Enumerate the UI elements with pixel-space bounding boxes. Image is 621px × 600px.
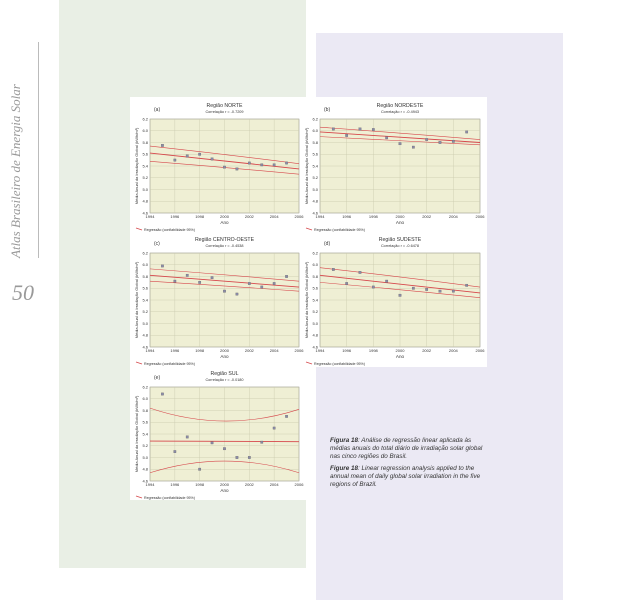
- x-tick-label: 2004: [269, 214, 279, 219]
- x-tick-label: 2004: [448, 348, 458, 353]
- y-tick-label: 5.8: [142, 407, 148, 413]
- y-tick-label: 6.0: [142, 262, 148, 268]
- data-point: [186, 155, 188, 157]
- y-tick-label: 5.2: [142, 443, 148, 449]
- y-tick-label: 4.8: [142, 198, 148, 204]
- legend-label: Regressão (confiabilidade 95%): [314, 228, 365, 232]
- x-tick-label: 2000: [220, 482, 229, 487]
- data-point: [285, 162, 287, 164]
- y-tick-label: 6.2: [312, 250, 318, 256]
- legend-label: Regressão (confiabilidade 95%): [314, 362, 365, 366]
- x-tick-label: 1994: [145, 348, 155, 353]
- y-tick-label: 4.6: [142, 210, 148, 216]
- data-point: [273, 427, 275, 429]
- x-tick-label: 1996: [170, 348, 180, 353]
- data-point: [174, 280, 176, 282]
- panel-label: (c): [154, 241, 160, 247]
- data-point: [452, 290, 454, 292]
- y-tick-label: 5.8: [312, 273, 318, 279]
- chart-subtitle: Correlação r = -0.4538: [205, 244, 244, 248]
- x-tick-label: 1994: [145, 482, 155, 487]
- x-tick-label: 2002: [244, 482, 254, 487]
- data-point: [385, 137, 387, 139]
- data-point: [261, 441, 263, 443]
- y-tick-label: 4.6: [312, 344, 318, 350]
- data-point: [359, 128, 361, 130]
- caption-en-label: Figure 18: [330, 465, 358, 473]
- x-tick-label: 1998: [195, 482, 205, 487]
- x-tick-label: 2006: [475, 214, 485, 219]
- y-tick-label: 4.6: [142, 478, 148, 484]
- y-tick-label: 5.0: [312, 186, 318, 192]
- data-point: [223, 447, 225, 449]
- data-point: [412, 146, 414, 148]
- y-axis-label: Média Anual da Irradiação Global (kWh/m²): [304, 127, 309, 205]
- y-tick-label: 5.4: [142, 297, 148, 303]
- data-point: [465, 131, 467, 133]
- data-point: [273, 164, 275, 166]
- x-tick-label: 1996: [170, 214, 180, 219]
- data-point: [399, 294, 401, 296]
- y-tick-label: 5.8: [312, 139, 318, 145]
- data-point: [285, 275, 287, 277]
- data-point: [174, 450, 176, 452]
- data-point: [211, 442, 213, 444]
- caption-pt-label: Figura 18: [330, 437, 358, 444]
- data-point: [161, 144, 163, 146]
- data-point: [372, 286, 374, 288]
- chart-subtitle: Correlação r = -0.0180: [205, 378, 244, 382]
- y-axis-label: Média Anual da Irradiação Global (kWh/m²): [134, 395, 139, 473]
- data-point: [236, 293, 238, 295]
- y-tick-label: 4.6: [142, 344, 148, 350]
- chart-title: Região SUDESTE: [378, 237, 422, 243]
- data-point: [161, 393, 163, 395]
- y-tick-label: 5.0: [142, 454, 148, 460]
- x-tick-label: 1996: [342, 348, 352, 353]
- data-point: [211, 276, 213, 278]
- x-tick-label: 2002: [244, 348, 254, 353]
- data-point: [248, 456, 250, 458]
- y-tick-label: 5.6: [312, 151, 318, 157]
- x-tick-label: 2006: [294, 482, 304, 487]
- data-point: [425, 138, 427, 140]
- data-point: [359, 271, 361, 273]
- y-tick-label: 5.4: [312, 163, 318, 169]
- y-tick-label: 5.0: [142, 186, 148, 192]
- x-tick-label: 2006: [475, 348, 485, 353]
- data-point: [372, 128, 374, 130]
- chart-title: Região SUL: [210, 371, 239, 377]
- y-tick-label: 6.2: [312, 116, 318, 122]
- chart-title: Região NORDESTE: [376, 103, 424, 109]
- x-axis-label: Ano: [220, 220, 229, 225]
- data-point: [332, 128, 334, 130]
- data-point: [223, 290, 225, 292]
- data-point: [248, 162, 250, 164]
- y-tick-label: 4.8: [142, 332, 148, 338]
- data-point: [223, 166, 225, 168]
- y-tick-label: 4.8: [312, 332, 318, 338]
- legend-swatch: [136, 362, 142, 364]
- panel-label: (b): [324, 107, 331, 113]
- data-point: [273, 282, 275, 284]
- data-point: [399, 142, 401, 144]
- chart-subtitle: Correlação r = -0.6478: [380, 244, 420, 248]
- data-point: [198, 468, 200, 470]
- data-point: [186, 436, 188, 438]
- y-tick-label: 5.8: [142, 273, 148, 279]
- x-tick-label: 2006: [294, 348, 304, 353]
- data-point: [198, 281, 200, 283]
- caption-en-text: : Linear regression analysis applied to the annual mean of daily global solar irradiation in the five regions of Brazil.: [330, 465, 481, 488]
- caption-pt-text: : Análise de regressão linear aplicada às médias anuais do total diário de irradiação solar global nas cinco regiões do Brasil.: [330, 437, 483, 460]
- x-tick-label: 2002: [422, 214, 432, 219]
- x-axis-label: Ano: [220, 354, 229, 359]
- data-point: [345, 134, 347, 136]
- x-tick-label: 1998: [195, 348, 205, 353]
- y-tick-label: 6.0: [142, 396, 148, 402]
- chart-title: Região CENTRO-OESTE: [194, 237, 255, 243]
- page-number: 50: [12, 280, 34, 305]
- y-tick-label: 6.2: [142, 250, 148, 256]
- data-point: [236, 456, 238, 458]
- x-tick-label: 2000: [220, 214, 229, 219]
- x-tick-label: 2004: [269, 348, 279, 353]
- data-point: [285, 415, 287, 417]
- x-tick-label: 2000: [395, 214, 405, 219]
- data-point: [332, 268, 334, 270]
- y-tick-label: 5.6: [312, 285, 318, 291]
- data-point: [439, 290, 441, 292]
- chart-subtitle: Correlação r = -0.4943: [380, 110, 420, 114]
- legend-label: Regressão (confiabilidade 95%): [144, 228, 195, 232]
- x-axis-label: Ano: [220, 488, 229, 493]
- legend-swatch: [306, 228, 312, 230]
- data-point: [425, 288, 427, 290]
- data-point: [186, 274, 188, 276]
- panel-label: (a): [154, 107, 161, 113]
- data-point: [174, 159, 176, 161]
- legend-label: Regressão (confiabilidade 95%): [144, 362, 195, 366]
- y-tick-label: 5.8: [142, 139, 148, 145]
- x-tick-label: 2004: [448, 214, 458, 219]
- x-tick-label: 1994: [315, 214, 325, 219]
- y-tick-label: 6.0: [312, 128, 318, 134]
- y-tick-label: 5.2: [142, 309, 148, 315]
- x-tick-label: 2002: [244, 214, 254, 219]
- y-tick-label: 5.0: [142, 320, 148, 326]
- x-tick-label: 2002: [422, 348, 432, 353]
- x-tick-label: 1994: [145, 214, 155, 219]
- legend-swatch: [306, 362, 312, 364]
- y-tick-label: 4.8: [142, 466, 148, 472]
- data-point: [198, 153, 200, 155]
- y-tick-label: 5.6: [142, 419, 148, 425]
- data-point: [211, 158, 213, 160]
- x-tick-label: 1998: [368, 348, 378, 353]
- y-tick-label: 5.4: [142, 163, 148, 169]
- y-tick-label: 5.0: [312, 320, 318, 326]
- data-point: [261, 286, 263, 288]
- y-tick-label: 5.6: [142, 285, 148, 291]
- data-point: [385, 280, 387, 282]
- x-tick-label: 1994: [315, 348, 325, 353]
- x-tick-label: 1996: [342, 214, 352, 219]
- y-axis-label: Média Anual da Irradiação Global (kWh/m²): [134, 127, 139, 205]
- y-tick-label: 4.8: [312, 198, 318, 204]
- y-tick-label: 5.4: [142, 431, 148, 437]
- panel-label: (e): [154, 375, 161, 381]
- y-tick-label: 6.2: [142, 384, 148, 390]
- y-tick-label: 5.2: [312, 309, 318, 315]
- x-tick-label: 1998: [368, 214, 378, 219]
- chart-title: Região NORTE: [206, 103, 243, 109]
- data-point: [261, 164, 263, 166]
- regression-line: [150, 441, 299, 442]
- figure-caption: [330, 437, 490, 494]
- y-tick-label: 5.4: [312, 297, 318, 303]
- data-point: [345, 282, 347, 284]
- x-tick-label: 2000: [220, 348, 229, 353]
- data-point: [465, 284, 467, 286]
- y-axis-label: Média Anual da Irradiação Global (kWh/m²): [304, 261, 309, 339]
- x-tick-label: 2004: [269, 482, 279, 487]
- x-tick-label: 2000: [395, 348, 405, 353]
- caption-pt: [330, 437, 490, 460]
- data-point: [236, 168, 238, 170]
- panel-label: (d): [324, 241, 331, 247]
- x-axis-label: Ano: [395, 220, 405, 225]
- legend-swatch: [136, 228, 142, 230]
- data-point: [452, 140, 454, 142]
- data-point: [161, 265, 163, 267]
- caption-en: [330, 465, 490, 488]
- y-tick-label: 6.0: [312, 262, 318, 268]
- x-tick-label: 1998: [195, 214, 205, 219]
- y-tick-label: 5.6: [142, 151, 148, 157]
- x-tick-label: 1996: [170, 482, 180, 487]
- data-point: [412, 287, 414, 289]
- x-axis-label: Ano: [395, 354, 405, 359]
- legend-swatch: [136, 496, 142, 498]
- y-tick-label: 6.2: [142, 116, 148, 122]
- y-tick-label: 4.6: [312, 210, 318, 216]
- y-tick-label: 6.0: [142, 128, 148, 134]
- data-point: [439, 141, 441, 143]
- y-tick-label: 5.2: [312, 175, 318, 181]
- data-point: [248, 282, 250, 284]
- y-tick-label: 5.2: [142, 175, 148, 181]
- legend-label: Regressão (confiabilidade 95%): [144, 496, 195, 500]
- side-title: Atlas Brasileiro de Energia Solar: [8, 84, 23, 258]
- x-tick-label: 2006: [294, 214, 304, 219]
- chart-subtitle: Correlação r = -0.7209: [205, 110, 244, 114]
- y-axis-label: Média Anual da Irradiação Global (kWh/m²): [134, 261, 139, 339]
